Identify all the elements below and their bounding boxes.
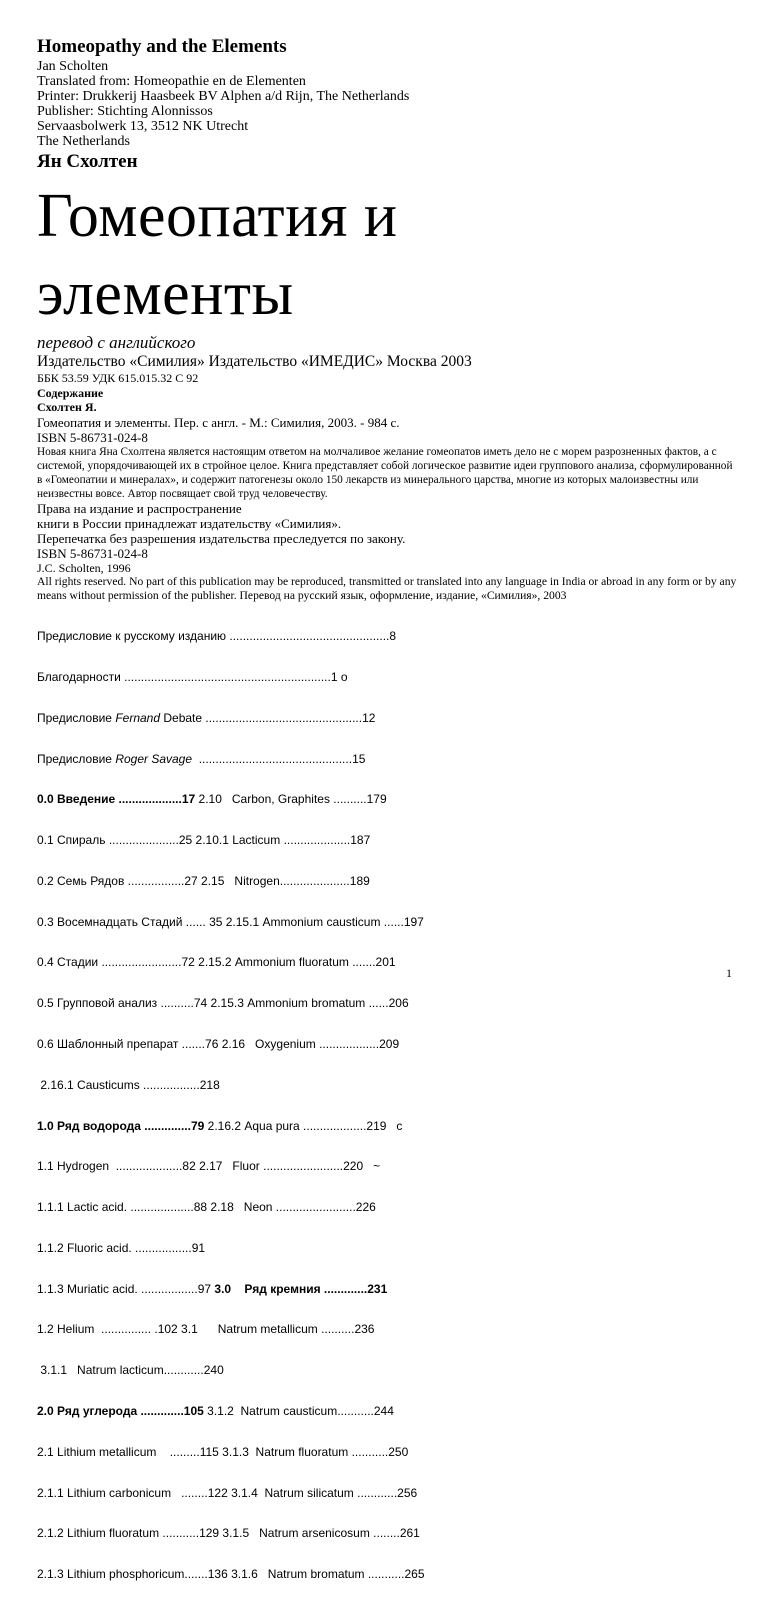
toc-line: 2.1.2 Lithium fluoratum ...........129 3.1.5 Natrum arsenicosum ........261 <box>37 1526 420 1541</box>
toc-line: Предисловие Roger Savage ..............................................15 <box>37 751 366 766</box>
toc-line: 2.0 Ряд углерода .............105 3.1.2 Natrum causticum...........244 <box>37 1404 394 1419</box>
toc-line: 1.2 Helium ............... .102 3.1 Natrum metallicum ..........236 <box>37 1322 375 1337</box>
printer: Printer: Drukkerij Haasbeek BV Alphen a/d Rijn, The Netherlands <box>37 89 410 104</box>
toc-line: 1.0 Ряд водорода ..............79 2.16.2 Aqua pura ...................219 c <box>37 1118 403 1133</box>
toc-line: 2.16.1 Causticums .................218 <box>37 1077 220 1092</box>
annotation: Новая книга Яна Схолтена является настоящим ответом на молчаливое желание гомеопатов иметь дело не с морем разрозненных фактов, а с системой, упорядочивающей их в стройное целое. Книга представляет собой логическое развитие идеи группового анализа, сформулированной в «Гомеопатии и минералах», и содержит патогенезы около 150 лекарств из минерального царства, многие из которых малоизвестны или неизвестны вовсе. Автор посвящает свой труд человечеству. <box>37 445 733 500</box>
page-number: 1 <box>726 966 732 980</box>
toc-line: 0.4 Стадии ........................72 2.15.2 Ammonium fluoratum .......201 <box>37 955 396 970</box>
copyright: J.C. Scholten, 1996 <box>37 560 131 575</box>
toc-line: 0.5 Групповой анализ ..........74 2.15.3 Ammonium bromatum ......206 <box>37 996 409 1011</box>
toc-line: 3.1.1 Natrum lacticum............240 <box>37 1363 224 1378</box>
title-ru-line1: Гомеопатия и <box>37 182 398 250</box>
table-of-contents <box>37 603 737 1609</box>
isbn-1: ISBN 5-86731-024-8 <box>37 429 148 445</box>
toc-line: Предисловие к русскому изданию ................................................8 <box>37 629 397 644</box>
toc-line: 2.1.1 Lithium carbonicum ........122 3.1.4 Natrum silicatum ............256 <box>37 1485 418 1500</box>
toc-line: 1.1.1 Lactic acid. ...................88 2.18 Neon ........................226 <box>37 1200 376 1215</box>
author-short: Схолтен Я. <box>37 400 97 414</box>
author-en: Jan Scholten <box>37 59 109 74</box>
toc-line: 0.3 Восемнадцать Стадий ...... 35 2.15.1 Ammonium causticum ......197 <box>37 914 424 929</box>
toc-line: 2.1 Lithium metallicum .........115 3.1.3 Natrum fluoratum ...........250 <box>37 1444 409 1459</box>
toc-line: Предисловие Fernand Debate ...............................................12 <box>37 710 376 725</box>
rights-line-2: книги в России принадлежат издательству «Симилия». <box>37 515 342 531</box>
isbn-2: ISBN 5-86731-024-8 <box>37 545 148 561</box>
toc-line: 1.1.3 Muriatic acid. .................97 3.0 Ряд кремния .............231 <box>37 1281 388 1296</box>
author-ru: Ян Схолтен <box>37 151 138 172</box>
contents-label: Содержание <box>37 385 104 400</box>
publisher: Publisher: Stichting Alonnissos <box>37 104 213 119</box>
all-rights: All rights reserved. No part of this publication may be reproduced, transmitted or translated into any language in India or abroad in any form or by any means without permission of the publisher. Перевод на русский язык, оформление, издание, «Симилия», 2003 <box>37 575 737 602</box>
publishers-line: Издательство «Симилия» Издательство «ИМЕДИС» Москва 2003 <box>37 353 472 370</box>
title-ru-line2: элементы <box>37 260 294 328</box>
toc-line: 0.1 Спираль .....................25 2.10.1 Lacticum ....................187 <box>37 833 371 848</box>
toc-line: 1.1.2 Fluoric acid. .................91 <box>37 1240 206 1255</box>
toc-line: 0.0 Введение ...................17 2.10 Carbon, Graphites ..........179 <box>37 792 387 807</box>
subtitle-ru: перевод с английского <box>37 333 196 352</box>
rights-line-1: Права на издание и распространение <box>37 500 242 516</box>
reprint-notice: Перепечатка без разрешения издательства преследуется по закону. <box>37 530 406 546</box>
title-en: Homeopathy and the Elements <box>37 36 287 57</box>
citation: Гомеопатия и элементы. Пер. с англ. - М.: Симилия, 2003. - 984 с. <box>37 414 400 430</box>
address: Servaasbolwerk 13, 3512 NK Utrecht <box>37 119 249 134</box>
toc-line: 1.1 Hydrogen ....................82 2.17 Fluor ........................220 ~ <box>37 1159 381 1174</box>
toc-line: Благодарности ..............................................................1 о <box>37 669 348 684</box>
toc-line: 0.2 Семь Рядов .................27 2.15 Nitrogen.....................189 <box>37 873 370 888</box>
title-page <box>37 36 737 1609</box>
country: The Netherlands <box>37 134 130 149</box>
bbk-line: ББК 53.59 УДК 615.015.32 С 92 <box>37 371 199 385</box>
toc-line: 0.6 Шаблонный препарат .......76 2.16 Oxygenium ..................209 <box>37 1037 400 1051</box>
toc-line: 2.1.3 Lithium phosphoricum.......136 3.1.6 Natrum bromatum ...........265 <box>37 1567 425 1582</box>
translated-from: Translated from: Homeopathie en de Elementen <box>37 74 306 89</box>
